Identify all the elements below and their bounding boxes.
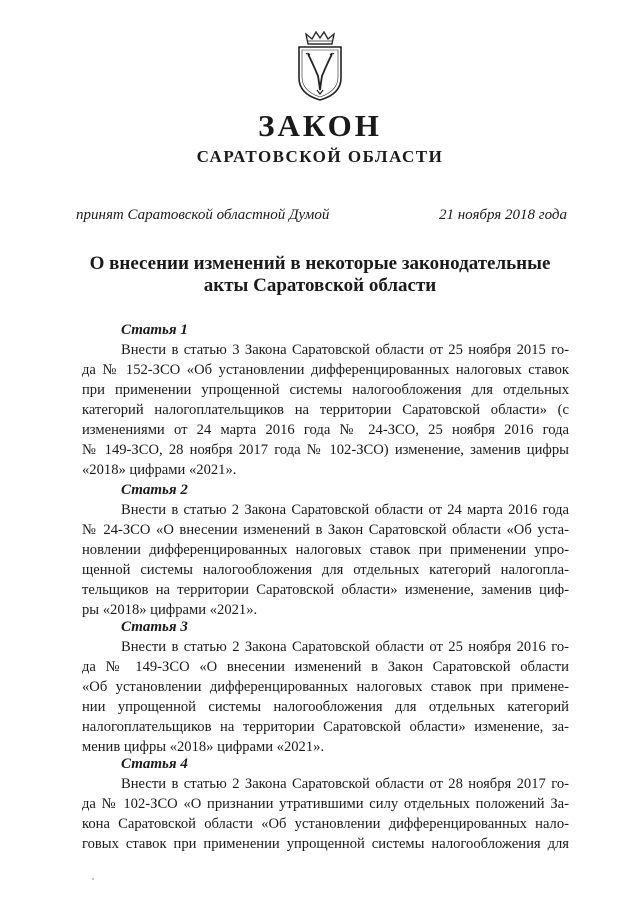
article-text-line: № 24-ЗСО «О внесении изменений в Закон Саратовской области «Об уста-	[82, 522, 569, 538]
article-title: Статья 3	[121, 619, 188, 635]
article-text-line: «2018» цифрами «2021».	[82, 462, 237, 478]
law-heading	[60, 253, 580, 297]
article-text-line: налогоплательщиков на территории Саратовской области» изменение, за-	[82, 719, 569, 735]
law-title: ЗАКОН	[258, 108, 382, 143]
article-text-line: менив цифры «2018» цифрами «2021».	[82, 739, 325, 755]
adopted-by: принят Саратовской областной Думой	[76, 207, 330, 223]
saratov-coat-of-arms-icon	[293, 30, 347, 102]
scan-speck	[92, 878, 94, 880]
heading-line: акты Саратовской области	[203, 275, 437, 296]
article-text-line: нии упрощенной системы налогообложения для отдельных категорий	[82, 699, 569, 715]
region-subtitle: САРАТОВСКОЙ ОБЛАСТИ	[196, 147, 444, 166]
article-text-line: № 149-ЗСО, 28 ноября 2017 года № 102-ЗСО) изменение, заменив цифры	[82, 442, 569, 458]
article-text-line: да № 152-ЗСО «Об установлении дифференцированных налоговых ставок	[82, 362, 569, 378]
article-text-line: говых ставок при применении упрощенной системы налогообложения для	[82, 836, 569, 852]
article-text-line: тельщиков на территории Саратовской области» изменение, заменив циф-	[82, 582, 569, 598]
article-text-line: да № 102-ЗСО «О признании утратившими силу отдельных положений За-	[82, 796, 569, 812]
article-3	[82, 617, 569, 757]
article-text-line: ры «2018» цифрами «2021».	[82, 602, 258, 618]
article-text-line: Внести в статью 3 Закона Саратовской области от 25 ноября 2015 го-	[121, 342, 569, 358]
article-text-line: новлении дифференцированных налоговых ставок при применении упро-	[82, 542, 569, 558]
article-text-line: при применении упрощенной системы налогообложения для отдельных	[82, 382, 569, 398]
article-text-line: Внести в статью 2 Закона Саратовской области от 28 ноября 2017 го-	[121, 776, 569, 792]
adoption-date: 21 ноября 2018 года	[438, 207, 567, 223]
article-text-line: категорий налогоплательщиков на территории Саратовской области» (с	[82, 402, 569, 418]
article-title: Статья 1	[121, 322, 188, 338]
article-text-line: Внести в статью 2 Закона Саратовской области от 24 марта 2016 года	[121, 502, 569, 518]
article-title: Статья 4	[121, 756, 188, 772]
article-2	[82, 480, 569, 620]
article-text-line: «Об установлении дифференцированных налоговых ставок при примене-	[82, 679, 569, 695]
article-text-line: Внести в статью 2 Закона Саратовской области от 25 ноября 2016 го-	[121, 639, 569, 655]
article-text-line: кона Саратовской области «Об установлении дифференцированных нало-	[82, 816, 569, 832]
article-text-line: изменениями от 24 марта 2016 года № 24-ЗСО, 25 ноября 2016 года	[82, 422, 569, 438]
article-title: Статья 2	[121, 482, 188, 498]
article-text-line: да № 149-ЗСО «О внесении изменений в Закон Саратовской области	[82, 659, 569, 675]
article-4	[82, 754, 569, 854]
article-text-line: щенной системы налогообложения для отдельных категорий налогопла-	[82, 562, 569, 578]
article-1	[82, 320, 569, 480]
heading-line: О внесении изменений в некоторые законодательные	[89, 253, 551, 274]
